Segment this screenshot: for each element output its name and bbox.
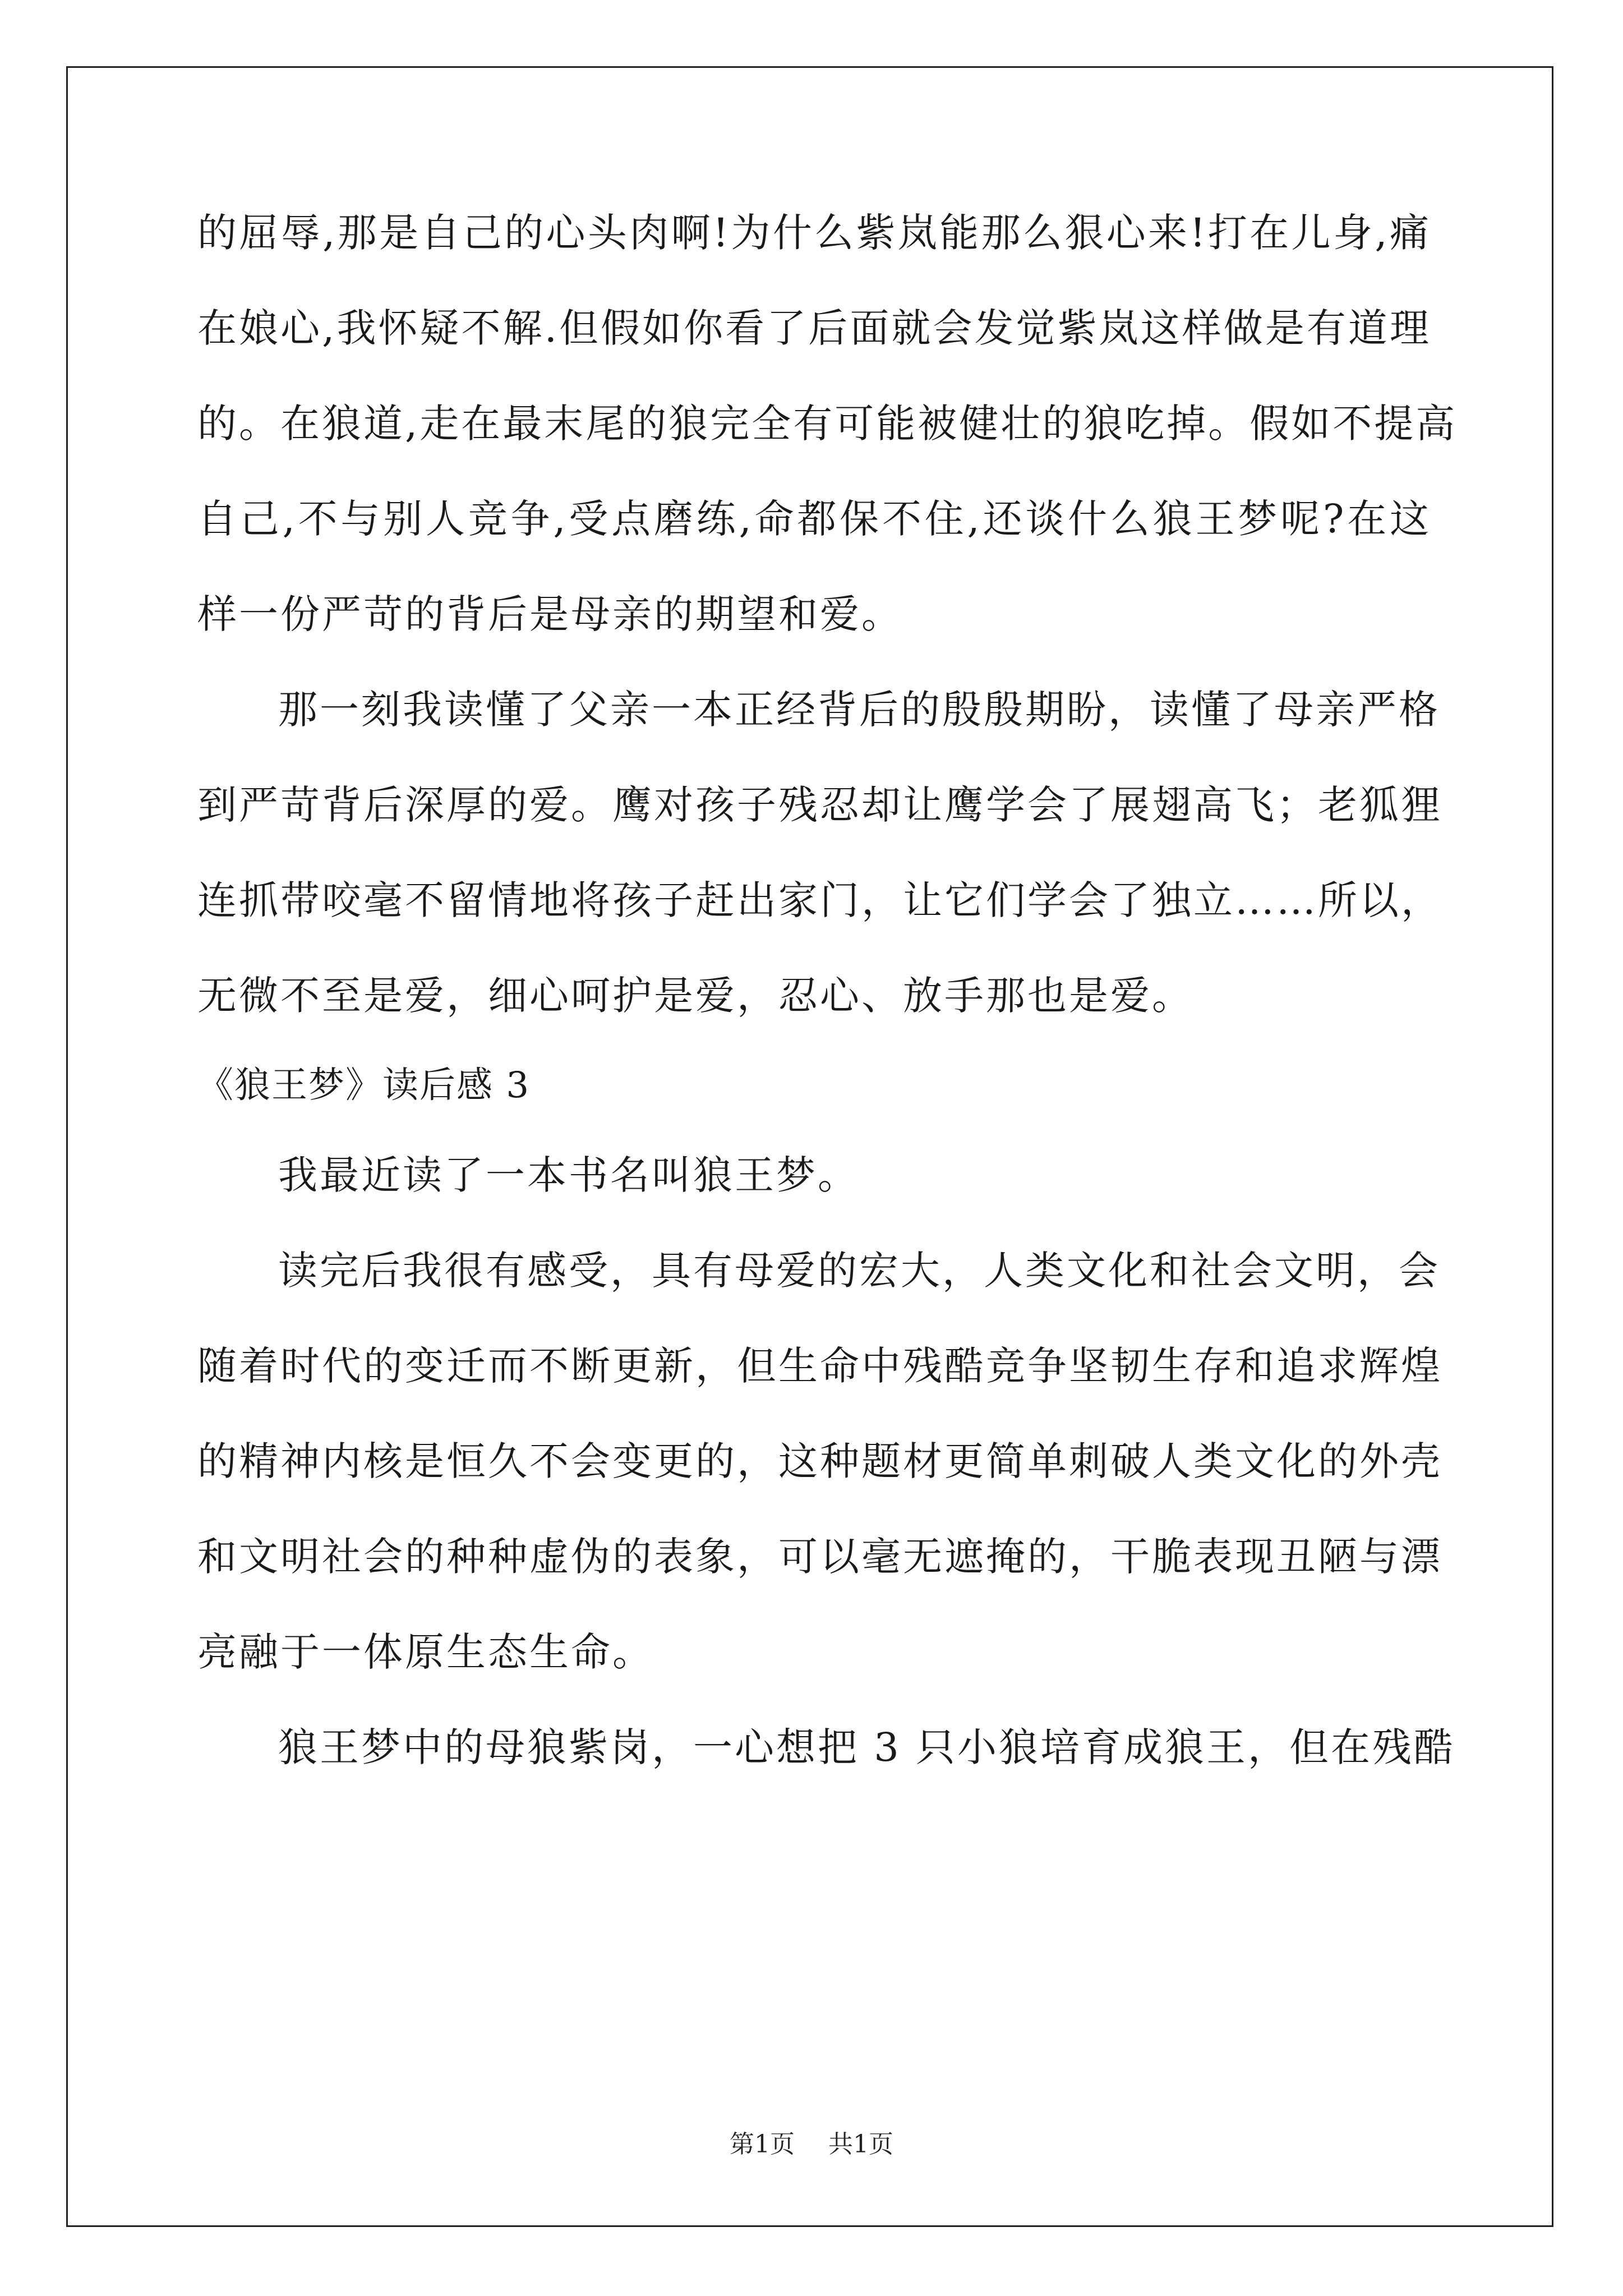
page-number-current: 第1页: [730, 2130, 795, 2159]
paragraph-line: 无微不至是爱，细心呵护是爱，忍心、放手那也是爱。: [197, 973, 1193, 1019]
paragraph-line: 读完后我很有感受，具有母爱的宏大，人类文化和社会文明，会: [278, 1248, 1440, 1294]
paragraph-line: 亮融于一体原生态生命。: [197, 1629, 654, 1675]
paragraph-line: 和文明社会的种种虚伪的表象，可以毫无遮掩的，干脆表现丑陋与漂: [197, 1534, 1442, 1580]
section-heading: 《狼王梦》读后感 3: [197, 1065, 531, 1106]
paragraph-line: 的屈辱,那是自己的心头肉啊!为什么紫岚能那么狠心来!打在儿身,痛: [197, 210, 1431, 256]
paragraph-line: 到严苛背后深厚的爱。鹰对孩子残忍却让鹰学会了展翅高飞；老狐狸: [197, 782, 1442, 828]
paragraph-line: 在娘心,我怀疑不解.但假如你看了后面就会发觉紫岚这样做是有道理: [197, 305, 1431, 351]
paragraph-line: 样一份严苛的背后是母亲的期望和爱。: [197, 591, 903, 637]
paragraph-line: 狼王梦中的母狼紫岗，一心想把 3 只小狼培育成狼王，但在残酷: [278, 1724, 1456, 1770]
document-body: [197, 185, 1458, 1795]
paragraph-line: 随着时代的变迁而不断更新，但生命中残酷竞争坚韧生存和追求辉煌: [197, 1343, 1442, 1389]
paragraph-line: 那一刻我读懂了父亲一本正经背后的殷殷期盼，读懂了母亲严格: [278, 687, 1440, 733]
paragraph-line: 我最近读了一本书名叫狼王梦。: [278, 1152, 859, 1198]
page-number-total: 共1页: [828, 2130, 893, 2159]
paragraph-line: 自己,不与别人竞争,受点磨练,命都保不住,还谈什么狼王梦呢?在这: [197, 496, 1431, 542]
paragraph-line: 的。在狼道,走在最末尾的狼完全有可能被健壮的狼吃掉。假如不提高: [197, 401, 1458, 447]
page-footer: [0, 2124, 1623, 2160]
paragraph-line: 连抓带咬毫不留情地将孩子赶出家门，让它们学会了独立……所以，: [197, 877, 1442, 923]
paragraph-line: 的精神内核是恒久不会变更的，这种题材更简单刺破人类文化的外壳: [197, 1438, 1442, 1484]
